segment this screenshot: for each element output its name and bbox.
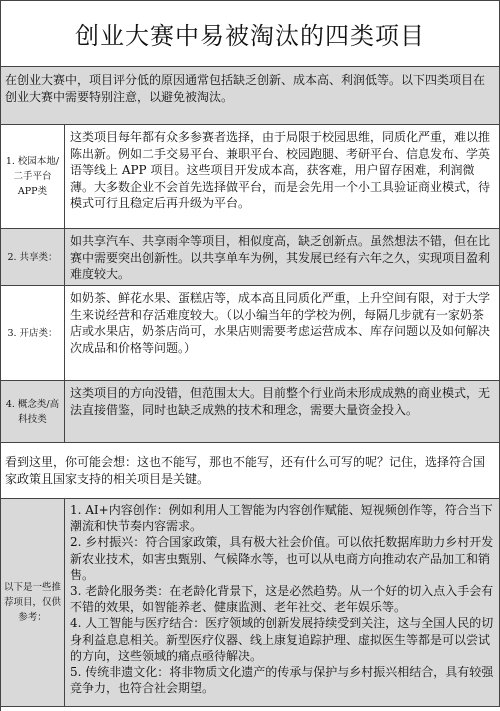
category-row-concept-tech — [1, 381, 500, 443]
title-row — [1, 1, 500, 67]
category-text: 如奶茶、鲜花水果、蛋糕店等，成本高且同质化严重，上升空间有限，对于大学生来说经营和存活难度较大。（以小编当年的学校为例，每隔几步就有一家奶茶店或水果店，奶茶店尚可，水果店则需要考虑运营成本、库存问题以及如何解决次成品和价格等问题。） — [70, 291, 491, 355]
recommend-label: 以下是一些推荐项目，仅供参考： — [1, 499, 65, 706]
category-label: 4. 概念类/高科技类 — [1, 381, 65, 442]
category-row-campus-app — [1, 125, 500, 229]
category-row-shop — [1, 286, 500, 381]
recommend-item-ai-content: 1. AI+内容创作：例如利用人工智能为内容创作赋能、短视频创作等，符合当下潮流和快节奏内容需求。 — [70, 503, 493, 534]
category-label: 3. 开店类： — [1, 286, 65, 380]
category-text: 这类项目每年都有众多参赛者选择，由于局限于校园思维，同质化严重，难以推陈出新。例如二手交易平台、兼职平台、校园跑腿、考研平台、信息发布、学英语等线上 APP 项目。这些项目开发成本高，获客难，用户留存困难，利润微薄。大多数企业不会首先选择做平台，而是会先用一个小工具验证商业模式，待模式可行且稳定后再升级为平台。 — [70, 130, 491, 210]
category-text: 这类项目的方向没错，但范围太大。目前整个行业尚未形成成熟的商业模式，无法直接借鉴，同时也缺乏成熟的技术和理念，需要大量资金投入。 — [70, 386, 491, 417]
category-label: 1. 校园本地/二手平台 APP类 — [1, 125, 65, 228]
recommend-list — [65, 499, 499, 706]
transition-row — [1, 443, 500, 499]
recommend-item-ai-medical: 4. 人工智能与医疗结合：医疗领域的创新发展持续受到关注，这与全国人民的切身利益息息相关。新型医疗仪器、线上康复追踪护理、虚拟医生等都是可以尝试的方向，这些领域的痛点亟待解决。 — [70, 616, 494, 663]
transition-text: 看到这里，你可能会想：这也不能写，那也不能写，还有什么可写的呢？记住，选择符合国家政策且国家支持的相关项目是关键。 — [5, 454, 486, 486]
category-label: 2. 共享类： — [1, 229, 65, 285]
category-text: 如共享汽车、共享雨伞等项目，相似度高，缺乏创新点。虽然想法不错，但在比赛中需要突出创新性。以共享单车为例，其发展已经有六年之久，实现项目盈利难度较大。 — [70, 234, 491, 281]
recommend-item-elderly: 3. 老龄化服务类：在老龄化背景下，这是必然趋势。从一个好的切入点入手会有不错的效果，如智能养老、健康监测、老年社交、老年娱乐等。 — [70, 584, 494, 615]
intro-row — [1, 67, 500, 125]
page-title: 创业大赛中易被淘汰的四类项目 — [75, 22, 425, 50]
recommend-item-heritage: 5. 传统非遗文化：将非物质文化遗产的传承与保护与乡村振兴相结合，具有较强竞争力，也符合社会期望。 — [70, 665, 494, 696]
recommend-item-rural: 2. 乡村振兴：符合国家政策，具有极大社会价值。可以依托数据库助力乡村开发新农业技术，如害虫甄别、气候降水等，也可以从电商方向推动农产品加工和销售。 — [70, 535, 494, 582]
recommend-row — [1, 499, 500, 707]
intro-text: 在创业大赛中，项目评分低的原因通常包括缺乏创新、成本高、利润低等。以下四类项目在创业大赛中需要特别注意，以避免被淘汰。 — [5, 73, 486, 104]
category-row-sharing — [1, 229, 500, 286]
